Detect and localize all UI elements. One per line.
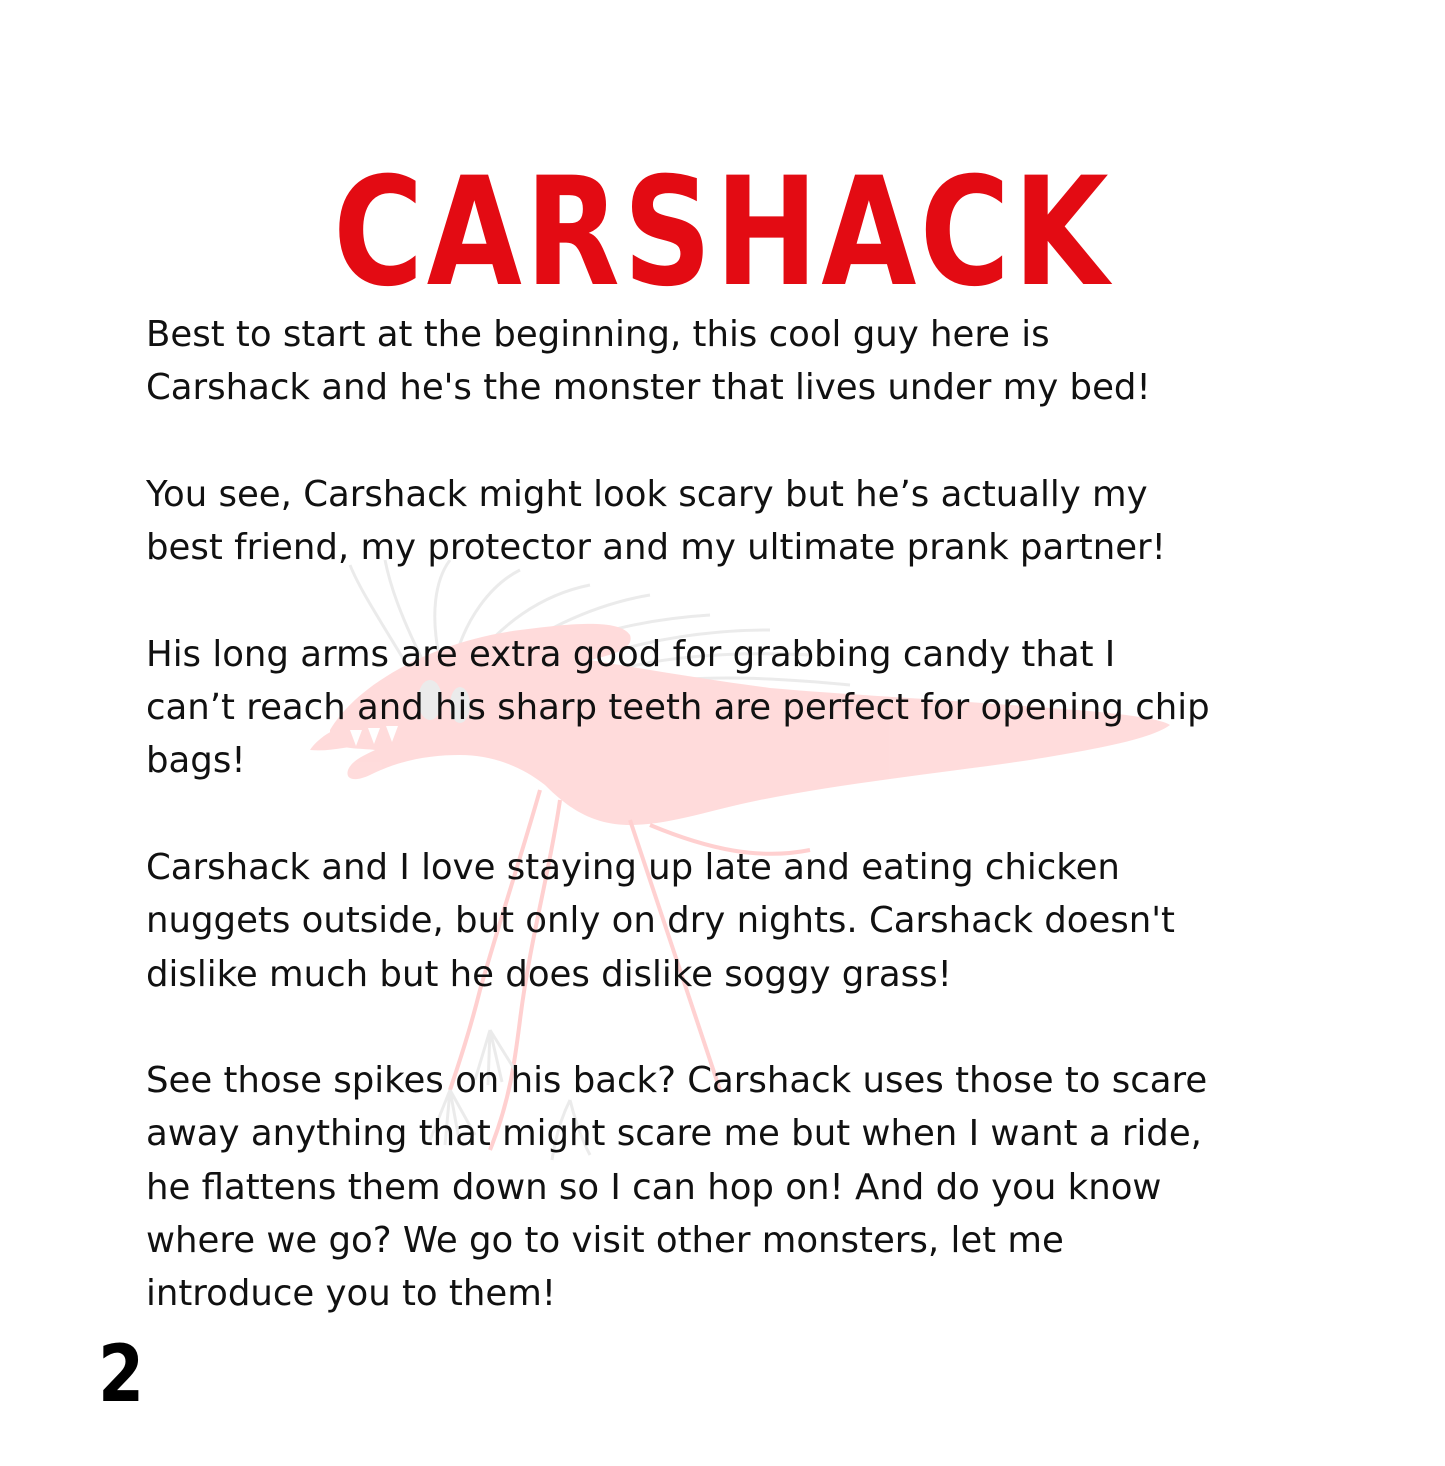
text-line: You see, Carshack might look scary but he’s actually my — [146, 473, 1148, 515]
paragraph-2 — [146, 468, 1296, 575]
paragraph-3 — [146, 628, 1296, 788]
text-line: introduce you to them! — [146, 1273, 557, 1315]
text-line: See those spikes on his back? Carshack uses those to scare — [146, 1060, 1208, 1102]
text-line: away anything that might scare me but when I want a ride, — [146, 1113, 1202, 1155]
text-line: he flattens them down so I can hop on! And do you know — [146, 1166, 1162, 1208]
page-title: CARSHACK — [333, 146, 1112, 320]
text-line: best friend, my protector and my ultimate prank partner! — [146, 527, 1166, 569]
paragraph-1 — [146, 308, 1296, 415]
text-line: Carshack and he's the monster that lives under my bed! — [146, 367, 1151, 409]
text-line: where we go? We go to visit other monsters, let me — [146, 1220, 1064, 1262]
text-line: dislike much but he does dislike soggy grass! — [146, 953, 952, 995]
text-line: His long arms are extra good for grabbing candy that I — [146, 633, 1116, 675]
story-text — [146, 308, 1296, 1321]
text-line: bags! — [146, 740, 246, 782]
paragraph-5 — [146, 1054, 1296, 1320]
paragraph-4 — [146, 841, 1296, 1001]
text-line: nuggets outside, but only on dry nights. Carshack doesn't — [146, 900, 1175, 942]
text-line: Best to start at the beginning, this cool guy here is — [146, 314, 1050, 355]
text-line: can’t reach and his sharp teeth are perfect for opening chip — [146, 687, 1210, 729]
page-number: 2 — [98, 1330, 145, 1420]
text-line: Carshack and I love staying up late and eating chicken — [146, 846, 1120, 888]
